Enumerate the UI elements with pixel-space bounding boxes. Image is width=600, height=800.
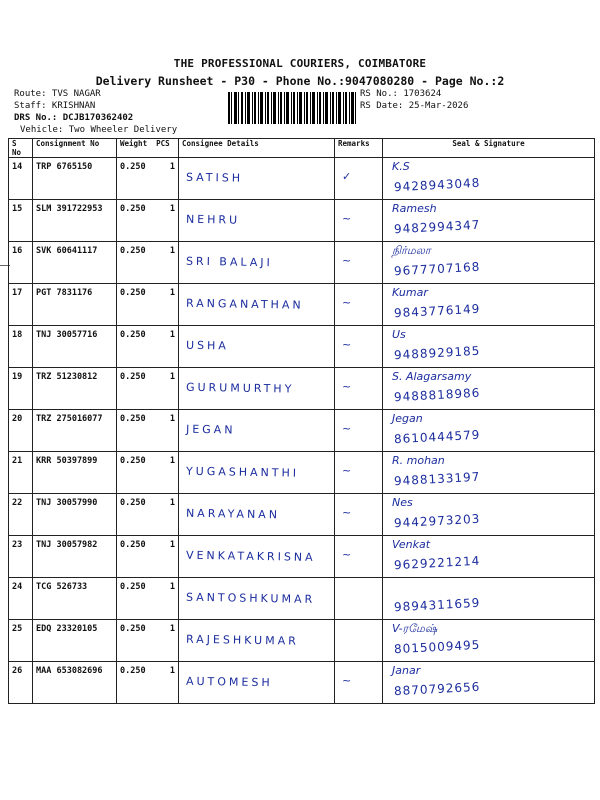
row-weight <box>117 284 179 326</box>
row-consignee <box>179 578 335 620</box>
row-weight <box>117 158 179 200</box>
row-remarks <box>335 284 383 326</box>
sno-text: 14 <box>12 162 23 172</box>
signature-phone: 9488818986 <box>393 385 481 405</box>
drs-number: DRS No.: DCJB170362402 <box>14 113 134 123</box>
table-row <box>9 536 595 578</box>
signature-phone: 9482994347 <box>393 217 481 237</box>
company-title: THE PROFESSIONAL COURIERS, COIMBATORE <box>173 57 427 70</box>
signature-phone: 9843776149 <box>393 301 481 321</box>
sno-text: 18 <box>12 330 23 340</box>
consignee-name: RANGANATHAN <box>185 296 304 312</box>
weight-value: 0.250 <box>120 456 146 466</box>
row-sno <box>9 536 33 578</box>
consignment-number: TCG 526733 <box>36 582 88 592</box>
signature-block <box>386 368 591 408</box>
table-row <box>9 284 595 326</box>
remark-mark: ~ <box>342 422 352 435</box>
pcs-value: 1 <box>169 414 175 424</box>
row-signature <box>383 200 595 242</box>
row-weight <box>117 662 179 704</box>
weight-value: 0.250 <box>120 498 146 508</box>
consignee-name: USHA <box>185 338 229 353</box>
row-weight <box>117 452 179 494</box>
route-label: Route: TVS NAGAR <box>14 89 101 99</box>
consignee-name: SRI BALAJI <box>185 254 273 270</box>
row-consignment <box>33 242 117 284</box>
row-signature <box>383 452 595 494</box>
row-consignee <box>179 242 335 284</box>
signature-phone: 9442973203 <box>393 511 481 531</box>
pcs-value: 1 <box>169 246 175 256</box>
signature-block <box>386 662 591 702</box>
table-row <box>9 242 595 284</box>
consignment-number: TNJ 30057716 <box>36 330 98 340</box>
weight-value: 0.250 <box>120 330 146 340</box>
signature-name: S. Alagarsamy <box>392 370 472 383</box>
signature-name: Janar <box>392 664 421 677</box>
row-consignment <box>33 368 117 410</box>
row-consignee <box>179 536 335 578</box>
row-consignee <box>179 452 335 494</box>
row-consignee <box>179 326 335 368</box>
pcs-value: 1 <box>169 288 175 298</box>
col-weight-label: Weight <box>120 139 148 148</box>
signature-block <box>386 242 591 282</box>
weight-value: 0.250 <box>120 204 146 214</box>
signature-block <box>386 158 591 198</box>
consignment-number: TNJ 30057982 <box>36 540 98 550</box>
row-remarks <box>335 368 383 410</box>
table-row <box>9 452 595 494</box>
consignment-number: MAA 653082696 <box>36 666 103 676</box>
row-consignment <box>33 452 117 494</box>
sno-text: 22 <box>12 498 23 508</box>
row-sno <box>9 452 33 494</box>
col-remarks: Remarks <box>335 139 383 158</box>
table-row <box>9 620 595 662</box>
row-weight <box>117 326 179 368</box>
weight-value: 0.250 <box>120 666 146 676</box>
row-signature <box>383 242 595 284</box>
weight-value: 0.250 <box>120 624 146 634</box>
row-signature <box>383 284 595 326</box>
row-signature <box>383 494 595 536</box>
signature-phone: 9677707168 <box>393 259 481 279</box>
sno-text: 24 <box>12 582 23 592</box>
consignment-number: EDQ 23320105 <box>36 624 98 634</box>
row-signature <box>383 620 595 662</box>
consignee-name: JEGAN <box>185 422 236 437</box>
row-sno <box>9 368 33 410</box>
row-consignee <box>179 494 335 536</box>
signature-name: Us <box>392 328 406 341</box>
signature-block <box>386 494 591 534</box>
remark-mark: ~ <box>342 212 352 225</box>
signature-name: Jegan <box>392 412 423 425</box>
row-consignee <box>179 620 335 662</box>
sno-text: 26 <box>12 666 23 676</box>
signature-block <box>386 536 591 576</box>
signature-name: R. mohan <box>392 454 445 467</box>
pcs-value: 1 <box>169 456 175 466</box>
row-signature <box>383 578 595 620</box>
remark-mark: ~ <box>342 506 352 519</box>
signature-block <box>386 620 591 660</box>
signature-name: நிர்மலா <box>392 244 431 257</box>
row-weight <box>117 578 179 620</box>
row-signature <box>383 662 595 704</box>
row-sno <box>9 578 33 620</box>
row-weight <box>117 368 179 410</box>
signature-phone: 9488133197 <box>393 469 481 489</box>
consignee-name: RAJESHKUMAR <box>185 632 299 648</box>
weight-value: 0.250 <box>120 246 146 256</box>
pcs-value: 1 <box>169 582 175 592</box>
col-consignment: Consignment No <box>33 139 117 158</box>
row-consignment <box>33 494 117 536</box>
table-row <box>9 200 595 242</box>
table-row <box>9 494 595 536</box>
pcs-value: 1 <box>169 540 175 550</box>
pcs-value: 1 <box>169 204 175 214</box>
row-sno <box>9 326 33 368</box>
table-row <box>9 578 595 620</box>
row-signature <box>383 158 595 200</box>
consignment-number: TNJ 30057990 <box>36 498 98 508</box>
row-consignee <box>179 158 335 200</box>
signature-phone: 9894311659 <box>393 595 481 615</box>
row-sno <box>9 662 33 704</box>
signature-phone: 9488929185 <box>393 343 481 363</box>
signature-block <box>386 578 591 618</box>
signature-block <box>386 326 591 366</box>
signature-block <box>386 284 591 324</box>
row-signature <box>383 536 595 578</box>
vehicle-label: Vehicle: Two Wheeler Delivery <box>20 125 178 135</box>
row-sno <box>9 200 33 242</box>
row-weight <box>117 242 179 284</box>
consignee-name: NEHRU <box>185 212 241 227</box>
table-header-row <box>9 139 595 158</box>
pcs-value: 1 <box>169 498 175 508</box>
row-consignee <box>179 284 335 326</box>
row-consignee <box>179 410 335 452</box>
signature-name: Ramesh <box>392 202 437 215</box>
pcs-value: 1 <box>169 624 175 634</box>
row-remarks <box>335 620 383 662</box>
consignment-number: SVK 60641117 <box>36 246 98 256</box>
col-weight-pcs <box>117 139 179 158</box>
pcs-value: 1 <box>169 372 175 382</box>
remark-mark: ~ <box>342 464 352 477</box>
table-row <box>9 158 595 200</box>
table-row <box>9 410 595 452</box>
consignee-name: SATISH <box>185 170 244 185</box>
sno-text: 20 <box>12 414 23 424</box>
row-remarks <box>335 200 383 242</box>
consignee-name: SANTOSHKUMAR <box>185 590 316 606</box>
row-signature <box>383 326 595 368</box>
row-remarks <box>335 326 383 368</box>
table-row <box>9 662 595 704</box>
signature-phone: 9428943048 <box>393 175 481 195</box>
row-weight <box>117 620 179 662</box>
signature-phone: 9629221214 <box>393 553 481 573</box>
row-consignment <box>33 284 117 326</box>
barcode-image <box>228 92 356 124</box>
weight-value: 0.250 <box>120 162 146 172</box>
table-row <box>9 326 595 368</box>
sno-text: 25 <box>12 624 23 634</box>
weight-value: 0.250 <box>120 582 146 592</box>
consignee-name: YUGASHANTHI <box>185 464 300 480</box>
row-sno <box>9 158 33 200</box>
signature-name: Kumar <box>392 286 428 299</box>
row-consignment <box>33 158 117 200</box>
row-sno <box>9 620 33 662</box>
row-consignment <box>33 410 117 452</box>
remark-mark: ~ <box>342 674 352 687</box>
row-remarks <box>335 578 383 620</box>
signature-name: V-ரமேஷ் <box>392 622 438 635</box>
row-consignment <box>33 326 117 368</box>
remark-mark: ~ <box>342 548 352 561</box>
row-consignment <box>33 536 117 578</box>
signature-phone: 8870792656 <box>393 679 481 699</box>
row-weight <box>117 200 179 242</box>
signature-name: Nes <box>392 496 413 509</box>
row-signature <box>383 368 595 410</box>
row-remarks <box>335 410 383 452</box>
row-signature <box>383 410 595 452</box>
sno-text: 16 <box>12 246 23 256</box>
weight-value: 0.250 <box>120 372 146 382</box>
pcs-value: 1 <box>169 330 175 340</box>
consignment-number: PGT 7831176 <box>36 288 93 298</box>
signature-phone: 8610444579 <box>393 427 481 447</box>
col-consignee: Consignee Details <box>179 139 335 158</box>
consignment-number: TRZ 51230812 <box>36 372 98 382</box>
weight-value: 0.250 <box>120 540 146 550</box>
remark-mark: ~ <box>342 254 352 267</box>
sno-text: 15 <box>12 204 23 214</box>
consignee-name: AUTOMESH <box>185 674 273 690</box>
rs-number: RS No.: 1703624 <box>360 89 442 99</box>
col-sno: S No <box>9 139 33 158</box>
sno-text: 23 <box>12 540 23 550</box>
sno-text: 19 <box>12 372 23 382</box>
weight-value: 0.250 <box>120 414 146 424</box>
signature-block <box>386 200 591 240</box>
row-consignee <box>179 368 335 410</box>
consignment-number: TRP 6765150 <box>36 162 93 172</box>
row-sno <box>9 410 33 452</box>
row-remarks <box>335 242 383 284</box>
table-body <box>9 158 595 704</box>
sno-text: 21 <box>12 456 23 466</box>
remark-mark: ~ <box>342 380 352 393</box>
row-consignment <box>33 620 117 662</box>
runsheet-subtitle: Delivery Runsheet - P30 - Phone No.:9047080280 - Page No.:2 <box>95 74 505 88</box>
row-consignee <box>179 200 335 242</box>
row-weight <box>117 410 179 452</box>
table-row <box>9 368 595 410</box>
row-weight <box>117 494 179 536</box>
row-weight <box>117 536 179 578</box>
consignee-name: NARAYANAN <box>185 506 281 522</box>
rs-date: RS Date: 25-Mar-2026 <box>360 101 469 111</box>
staff-label: Staff: KRISHNAN <box>14 101 96 111</box>
row-sno <box>9 242 33 284</box>
row-remarks <box>335 536 383 578</box>
signature-phone: 8015009495 <box>393 637 481 657</box>
remark-mark: ~ <box>342 296 352 309</box>
row-consignee <box>179 662 335 704</box>
weight-value: 0.250 <box>120 288 146 298</box>
row-remarks <box>335 452 383 494</box>
remark-mark: ✓ <box>342 170 352 183</box>
consignment-number: TRZ 275016077 <box>36 414 103 424</box>
remark-mark: ~ <box>342 338 352 351</box>
row-remarks <box>335 662 383 704</box>
runsheet-table <box>8 138 595 704</box>
row-consignment <box>33 578 117 620</box>
signature-name: Venkat <box>392 538 431 551</box>
row-consignment <box>33 662 117 704</box>
pcs-value: 1 <box>169 666 175 676</box>
consignee-name: GURUMURTHY <box>185 380 295 396</box>
signature-name: K.S <box>392 160 410 173</box>
col-signature: Seal & Signature <box>383 139 595 158</box>
pcs-value: 1 <box>169 162 175 172</box>
row-remarks <box>335 158 383 200</box>
col-pcs-label: PCS <box>156 139 170 148</box>
consignment-number: SLM 391722953 <box>36 204 103 214</box>
row-sno <box>9 494 33 536</box>
signature-block <box>386 410 591 450</box>
consignment-number: KRR 50397899 <box>36 456 98 466</box>
row-consignment <box>33 200 117 242</box>
signature-block <box>386 452 591 492</box>
consignee-name: VENKATAKRISNA <box>185 548 316 564</box>
row-remarks <box>335 494 383 536</box>
sno-text: 17 <box>12 288 23 298</box>
row-sno <box>9 284 33 326</box>
